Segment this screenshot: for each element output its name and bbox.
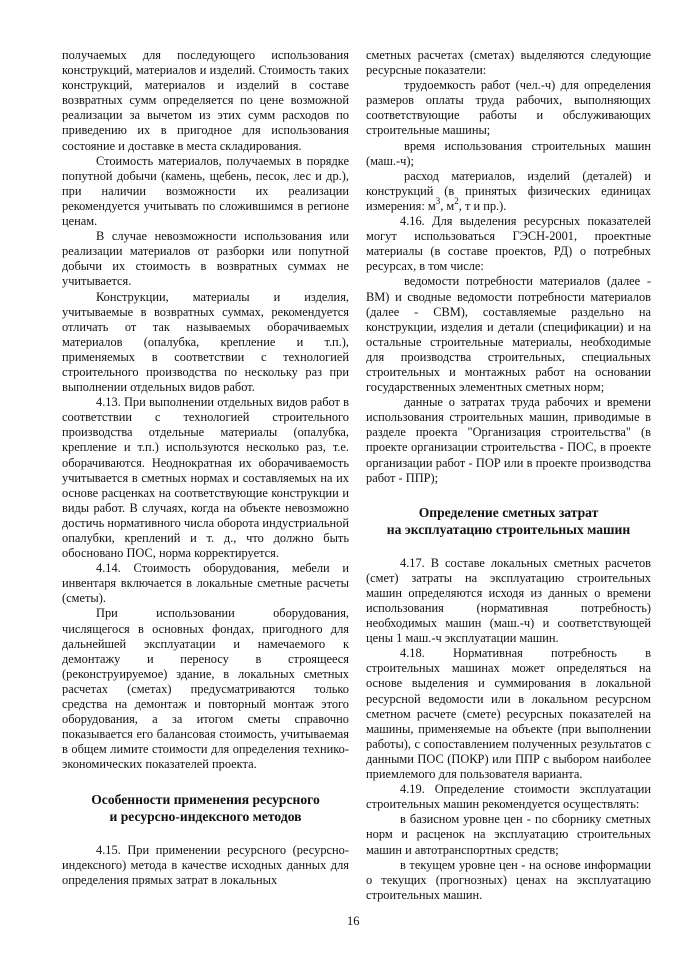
heading-line: Особенности применения ресурсного [91,791,320,807]
superscript: 2 [454,195,459,206]
paragraph: получаемых для последующего использования конструкций, материалов и изделий. Стоимость таких конструкций, материалов и изделий в составе возвратных сумм определяется по цене возможной реализации за вычетом из этих сумм расходов по приведению их в пригодное для использования состояние и доставке в места складирования. [62,48,349,153]
left-column [62,48,349,888]
heading-line: и ресурсно-индексного методов [109,808,302,824]
paragraph [366,169,651,214]
paragraph-4-19: 4.19. Определение стоимости эксплуатации строительных машин рекомендуется осуществлять: [366,782,651,812]
text: расход материалов, изделий (деталей) и конструкций (в принятых физических единицах измерения: м [366,168,651,213]
paragraph-4-17: 4.17. В составе локальных сметных расчетов (смет) затраты на эксплуатацию строительных машин определяются исходя из данных о времени использования (нормативная потребность) необходимых машин (маш.-ч) и соответствующей цены 1 маш.-ч эксплуатации машин. [366,555,651,646]
paragraph-4-14: 4.14. Стоимость оборудования, мебели и инвентаря включается в локальные сметные расчеты (сметы). [62,561,349,606]
section-heading-machine-costs [366,504,651,538]
section-heading-resource-method [62,791,349,825]
page-number: 16 [347,914,360,928]
heading-line: Определение сметных затрат [418,504,599,520]
heading-line: на эксплуатацию строительных машин [386,521,631,537]
paragraph-4-16: 4.16. Для выделения ресурсных показателей могут использоваться ГЭСН-2001, проектные материалы (в составе проектов, РД) о потребных ресурсах, в том числе: [366,214,651,274]
paragraph: в базисном уровне цен - по сборнику сметных норм и расценок на эксплуатацию строительных машин и автотранспортных средств; [366,812,651,857]
paragraph: Стоимость материалов, получаемых в порядке попутной добычи (камень, щебень, песок, лес и др.), при наличии возможности их реализации рекомендуется учитывать по сложившимся в регионе ценам. [62,153,349,229]
paragraph-4-13: 4.13. При выполнении отдельных видов работ в соответствии с технологией строительного производства отдельные материалы (опалубка, крепление и т.п.) используются несколько раз, т.е. оборачиваются. Неоднократная их оборачиваемость учитывается в сметных нормах и составляемых на их основе расценках на соответствующие конструкции и виды работ. В случаях, когда на объекте невозможно достичь нормативного числа оборота индустриальной опалубки, креплений и т. д., что должно быть обосновано ПОС, норма корректируется. [62,395,349,561]
text: , м [440,198,455,213]
paragraph: Конструкции, материалы и изделия, учитываемые в возвратных суммах, рекомендуется отличать от так называемых оборачиваемых материалов (опалубка, крепление и т.п.), применяемых в соответствии с технологией строительного производства по нескольку раз при выполнении отдельных видов работ. [62,289,349,395]
superscript: 3 [435,195,441,206]
paragraph-4-18: 4.18. Нормативная потребность в строительных машинах может определяться на основе выделения и суммирования в локальной ресурсной ведомости или в локальном ресурсном сметном расчете (смете) ресурсных показателей на машины, применяемые на объекте (при выполнении работы), с сопоставлением полученных результатов с данными ПОС (ПОКР) или ППР с выбором наиболее приемлемого для пользователя варианта. [366,646,651,782]
paragraph-4-15: 4.15. При применении ресурсного (ресурсно-индексного) метода в качестве исходных данных для определения прямых затрат в локальных [62,842,349,887]
paragraph: трудоемкость работ (чел.-ч) для определения размеров оплаты труда рабочих, выполняющих соответствующие работы и обслуживающих строительные машины; [366,78,651,138]
paragraph: время использования строительных машин (маш.-ч); [366,138,651,168]
paragraph: В случае невозможности использования или реализации материалов от разборки или попутной добычи их стоимость в возвратных суммах не учитывается. [62,229,349,289]
paragraph: в текущем уровне цен - на основе информации о текущих (прогнозных) ценах на эксплуатацию строительных машин. [366,857,651,902]
paragraph: данные о затратах труда рабочих и времени использования строительных машин, приводимые в разделе проекта "Организация строительства" (в проекте организации строительства - ПОС, в проекте организации работ - ПОР или в проекте производства работ - ППР); [366,395,651,485]
paragraph: При использовании оборудования, числящегося в основных фондах, пригодного для дальнейшей эксплуатации и намечаемого к демонтажу и переносу в строящееся (реконструируемое) здание, в локальных сметных расчетах (сметах) предусматриваются только средства на демонтаж и повторный монтаж этого оборудования, а за итогом сметы справочно показывается его балансовая стоимость, учитываемая в общем лимите стоимости для определения технико-экономических показателей проекта. [62,606,349,772]
paragraph: ведомости потребности материалов (далее - ВМ) и сводные ведомости потребности материалов (далее - СВМ), составляемые раздельно на конструкции, изделия и детали (спецификации) и на остальные строительные материалы, необходимые для производства строительных, специальных строительных и монтажных работ на основании государственных элементных сметных норм; [366,274,651,395]
text: , т и пр.). [458,198,507,213]
right-column [366,48,651,903]
paragraph: сметных расчетах (сметах) выделяются следующие ресурсные показатели: [366,48,651,78]
